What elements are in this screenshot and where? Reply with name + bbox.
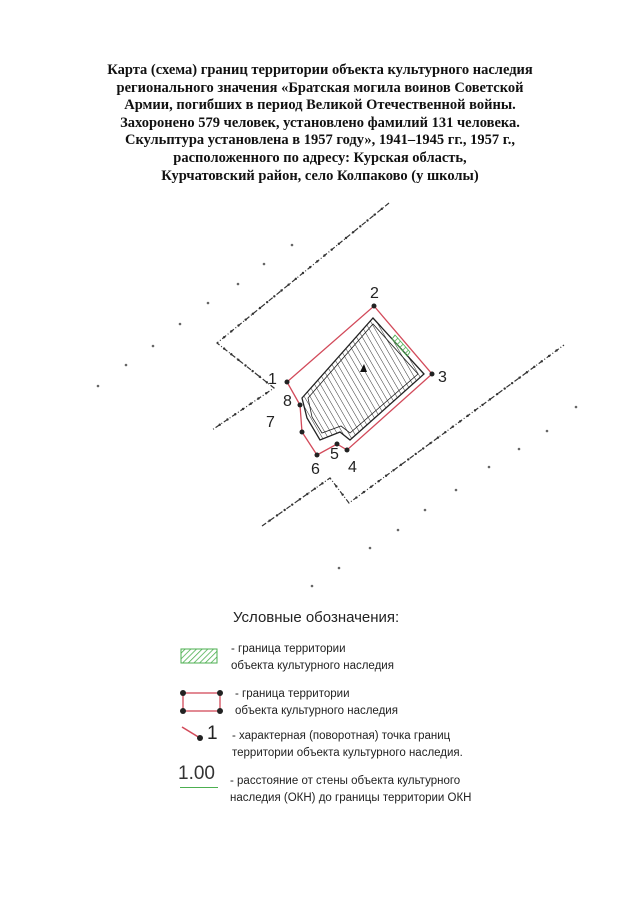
fence-tick <box>251 370 253 372</box>
fence-tick <box>496 393 498 395</box>
title-line: Курчатовский район, село Колпаково (у школы) <box>161 167 479 184</box>
fence-tick <box>541 360 543 362</box>
fence-tick <box>266 301 268 303</box>
fence-tick <box>548 355 550 357</box>
fence-tick <box>341 493 343 495</box>
fence-tick <box>422 447 424 449</box>
fence-tick <box>437 436 439 438</box>
title-line: Захоронено 579 человек, установлено фамилий 131 человека. <box>120 114 520 131</box>
fence-tick <box>302 272 304 274</box>
fence-tick <box>481 404 483 406</box>
fence-tick <box>244 318 246 320</box>
fence-tick <box>466 415 468 417</box>
legend-green-hatch-symbol <box>180 648 220 666</box>
fence-tick <box>306 493 308 495</box>
fence-tick <box>489 398 491 400</box>
fence-tick <box>330 248 332 250</box>
fence-tick <box>230 330 232 332</box>
fence-tick <box>355 496 357 498</box>
legend-line: территории объекта культурного наследия. <box>232 747 463 759</box>
fence-tick <box>237 359 239 361</box>
fence-tick <box>518 376 520 378</box>
fence-tick <box>283 509 285 511</box>
fence-tick <box>533 366 535 368</box>
fence-tick <box>242 408 244 410</box>
point-label: 6 <box>311 461 320 478</box>
point-label: 5 <box>330 446 339 463</box>
point-label: 7 <box>266 414 275 431</box>
fence-tick <box>321 482 323 484</box>
fence-tick <box>459 420 461 422</box>
fence-tick <box>345 237 347 239</box>
legend-item-2 <box>235 686 398 720</box>
fence-tick <box>335 485 337 487</box>
legend-red-boundary-symbol <box>178 688 226 716</box>
fence-tick <box>359 225 361 227</box>
fence-tick <box>363 491 365 493</box>
fence-tick <box>407 458 409 460</box>
fence-tick <box>400 464 402 466</box>
fence-tick <box>259 376 261 378</box>
fence-tick <box>377 480 379 482</box>
fence-tick <box>314 487 316 489</box>
fence-tick <box>526 371 528 373</box>
legend-item-3 <box>232 728 463 762</box>
legend-distance-number: 1.00 <box>178 763 215 784</box>
fence-tick <box>234 413 236 415</box>
title-line: расположенного по адресу: Курская область, <box>173 149 467 166</box>
fence-tick <box>352 231 354 233</box>
fence-tick <box>381 208 383 210</box>
legend-point-number: 1 <box>207 723 218 744</box>
fence-tick <box>299 498 301 500</box>
fence-tick <box>474 409 476 411</box>
fence-tick <box>392 469 394 471</box>
legend-line: - расстояние от стены объекта культурного <box>230 775 461 787</box>
point-label: 3 <box>438 369 447 386</box>
fence-tick <box>366 219 368 221</box>
fence-tick <box>295 278 297 280</box>
point-label: 4 <box>348 459 357 476</box>
legend-line: объекта культурного наследия <box>231 660 394 672</box>
fence-tick <box>219 424 221 426</box>
fence-tick <box>237 324 239 326</box>
fence-tick <box>385 475 387 477</box>
legend-line: - граница территории <box>231 643 346 655</box>
point-label: 8 <box>283 393 292 410</box>
legend-line: - граница территории <box>235 688 350 700</box>
legend-line: - характерная (поворотная) точка границ <box>232 730 451 742</box>
fence-tick <box>230 353 232 355</box>
legend-distance-underline <box>180 787 218 788</box>
title-line: Скульптура установлена в 1957 году», 1941–1945 гг., 1957 г., <box>125 132 515 149</box>
point-label: 2 <box>370 285 379 302</box>
fence-tick <box>444 431 446 433</box>
fence-tick <box>287 283 289 285</box>
fence-tick <box>555 349 557 351</box>
fence-tick <box>503 387 505 389</box>
legend-line: наследия (ОКН) до границы территории ОКН <box>230 792 472 804</box>
fence-tick <box>266 381 268 383</box>
fence-tick <box>265 392 267 394</box>
fence-tick <box>452 426 454 428</box>
fence-tick <box>244 364 246 366</box>
legend-item-1 <box>231 641 394 675</box>
title-line: Армии, погибших в период Великой Отечественной войны. <box>124 97 516 114</box>
fence-tick <box>316 260 318 262</box>
fence-tick <box>226 418 228 420</box>
point-label: 1 <box>268 371 277 388</box>
fence-tick <box>252 313 254 315</box>
fence-tick <box>250 403 252 405</box>
fence-tick <box>273 295 275 297</box>
title-line: Карта (схема) границ территории объекта культурного наследия <box>107 62 533 78</box>
legend-item-4 <box>230 773 472 807</box>
title-line: регионального значения «Братская могила воинов Советской <box>116 79 524 96</box>
fence-tick <box>373 213 375 215</box>
fence-tick <box>323 254 325 256</box>
fence-tick <box>291 503 293 505</box>
fence-tick <box>223 347 225 349</box>
fence-tick <box>280 289 282 291</box>
fence-tick <box>276 514 278 516</box>
fence-tick <box>268 519 270 521</box>
fence-tick <box>223 336 225 338</box>
fence-tick <box>257 397 259 399</box>
legend-line: объекта культурного наследия <box>235 705 398 717</box>
legend-point-symbol <box>180 724 208 746</box>
fence-tick <box>338 243 340 245</box>
fence-tick <box>511 382 513 384</box>
fence-tick <box>309 266 311 268</box>
fence-tick <box>429 442 431 444</box>
fence-tick <box>370 485 372 487</box>
legend-title: Условные обозначения: <box>233 609 400 626</box>
fence-tick <box>415 453 417 455</box>
fence-tick <box>259 307 261 309</box>
